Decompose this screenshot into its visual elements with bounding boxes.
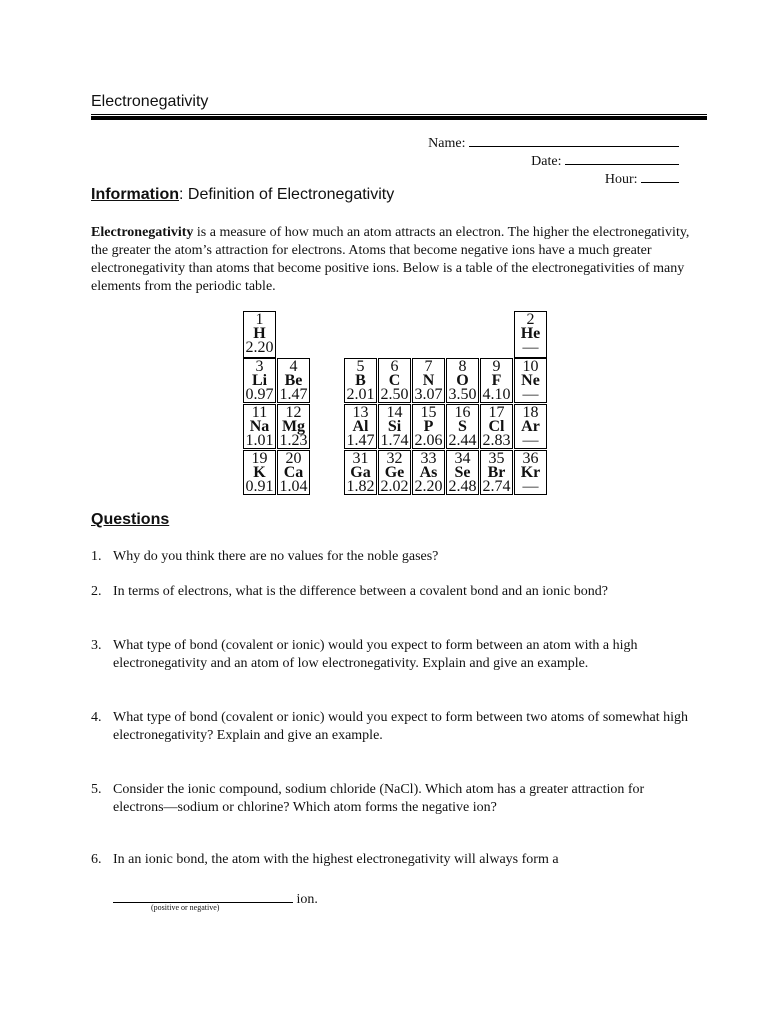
atomic-number: 15 xyxy=(420,404,437,421)
electronegativity-value: 2.20 xyxy=(414,478,443,495)
electronegativity-value: 1.74 xyxy=(380,432,409,449)
electronegativity-value: — xyxy=(522,386,539,403)
atomic-number: 17 xyxy=(488,404,505,421)
element-symbol: Ne xyxy=(521,372,540,389)
element-cell-kr xyxy=(514,450,547,495)
question-text: Why do you think there are no values for the noble gases? xyxy=(113,549,439,564)
element-symbol: H xyxy=(253,325,266,342)
element-cell-mg xyxy=(277,404,310,449)
electronegativity-value: 2.74 xyxy=(482,478,511,495)
atomic-number: 12 xyxy=(285,404,302,421)
atomic-number: 32 xyxy=(386,450,403,467)
name-line xyxy=(428,133,679,152)
atomic-number: 1 xyxy=(255,311,264,328)
answer-blank[interactable] xyxy=(113,888,293,903)
atomic-number: 34 xyxy=(454,450,471,467)
question-number: 2. xyxy=(91,584,102,599)
element-symbol: Ca xyxy=(283,464,304,481)
title-divider-thin xyxy=(91,114,707,115)
element-cell-o xyxy=(446,358,479,403)
electronegativity-value: — xyxy=(522,432,539,449)
atomic-number: 6 xyxy=(390,358,399,375)
date-line xyxy=(531,151,679,170)
element-symbol: O xyxy=(456,372,469,389)
element-symbol: B xyxy=(355,372,366,389)
definition-body: is a measure of how much an atom attracts an electron. The higher the electronegativity, the greater the atom’s attraction for electrons. Atoms that become negative ions have a much greater electronegativity than atoms that become positive ions. Below is a table of the electronegativities of many elements from the periodic table. xyxy=(91,225,690,294)
element-cell-as xyxy=(412,450,445,495)
electronegativity-value: 3.50 xyxy=(448,386,477,403)
electronegativity-value: 1.23 xyxy=(279,432,308,449)
element-cell-f xyxy=(480,358,513,403)
atomic-number: 2 xyxy=(526,311,535,328)
electronegativity-value: 2.02 xyxy=(380,478,409,495)
question-4 xyxy=(91,709,691,745)
element-cell-br xyxy=(480,450,513,495)
atomic-number: 4 xyxy=(289,358,298,375)
element-symbol: C xyxy=(388,372,401,389)
element-cell-ca xyxy=(277,450,310,495)
electronegativity-value: — xyxy=(522,478,539,495)
information-label: Information xyxy=(91,186,179,203)
electronegativity-value: — xyxy=(522,339,539,356)
hour-blank[interactable] xyxy=(641,169,679,183)
definition-paragraph xyxy=(91,224,691,296)
question-number: 1. xyxy=(91,549,102,564)
electronegativity-value: 0.91 xyxy=(245,478,274,495)
question-text: In an ionic bond, the atom with the highest electronegativity will always form a xyxy=(113,852,559,867)
element-cell-ga xyxy=(344,450,377,495)
element-cell-li xyxy=(243,358,276,403)
information-subtitle: : Definition of Electronegativity xyxy=(179,186,395,203)
atomic-number: 31 xyxy=(352,450,369,467)
atomic-number: 11 xyxy=(251,404,268,421)
element-cell-ne xyxy=(514,358,547,403)
atomic-number: 33 xyxy=(420,450,437,467)
element-symbol: Mg xyxy=(281,418,306,435)
element-symbol: Al xyxy=(352,418,369,435)
electronegativity-value: 2.50 xyxy=(380,386,409,403)
question-text: What type of bond (covalent or ionic) would you expect to form between two atoms of somewhat high electronegativity? Explain and give an example. xyxy=(113,710,689,743)
element-symbol: Ar xyxy=(521,418,540,435)
electronegativity-value: 2.48 xyxy=(448,478,477,495)
atomic-number: 16 xyxy=(454,404,471,421)
element-cell-ge xyxy=(378,450,411,495)
answer-suffix: ion. xyxy=(296,892,318,907)
hour-line xyxy=(605,169,679,188)
atomic-number: 5 xyxy=(356,358,365,375)
element-cell-n xyxy=(412,358,445,403)
electronegativity-value: 4.10 xyxy=(482,386,511,403)
electronegativity-value: 1.47 xyxy=(346,432,375,449)
name-label: Name: xyxy=(428,136,466,151)
element-symbol: He xyxy=(520,325,541,342)
atomic-number: 3 xyxy=(255,358,264,375)
atomic-number: 19 xyxy=(251,450,268,467)
question-number: 5. xyxy=(91,782,102,797)
electronegativity-value: 1.47 xyxy=(279,386,308,403)
element-symbol: Se xyxy=(454,464,471,481)
electronegativity-value: 1.01 xyxy=(245,432,274,449)
element-symbol: Br xyxy=(487,464,506,481)
atomic-number: 35 xyxy=(488,450,505,467)
electronegativity-value: 2.83 xyxy=(482,432,511,449)
element-cell-be xyxy=(277,358,310,403)
electronegativity-value: 2.01 xyxy=(346,386,375,403)
question-5 xyxy=(91,781,691,817)
element-symbol: Be xyxy=(284,372,303,389)
element-symbol: N xyxy=(422,372,435,389)
element-symbol: Li xyxy=(251,372,268,389)
atomic-number: 9 xyxy=(492,358,501,375)
question-text: What type of bond (covalent or ionic) would you expect to form between an atom with a high electronegativity and an atom of low electronegativity. Explain and give an example. xyxy=(113,638,638,671)
element-cell-s xyxy=(446,404,479,449)
definition-term: Electronegativity xyxy=(91,225,194,240)
question-1 xyxy=(91,548,691,566)
electronegativity-value: 1.82 xyxy=(346,478,375,495)
question-number: 6. xyxy=(91,852,102,867)
atomic-number: 18 xyxy=(522,404,539,421)
element-cell-se xyxy=(446,450,479,495)
question-text: In terms of electrons, what is the difference between a covalent bond and an ionic bond? xyxy=(113,584,609,599)
electronegativity-value: 1.04 xyxy=(279,478,308,495)
date-blank[interactable] xyxy=(565,151,679,165)
element-symbol: S xyxy=(458,418,467,435)
element-symbol: Cl xyxy=(488,418,505,435)
element-symbol: Ge xyxy=(384,464,405,481)
hour-label: Hour: xyxy=(604,172,638,187)
electronegativity-value: 3.07 xyxy=(414,386,443,403)
atomic-number: 13 xyxy=(352,404,369,421)
element-cell-c xyxy=(378,358,411,403)
element-cell-ar xyxy=(514,404,547,449)
atomic-number: 14 xyxy=(386,404,403,421)
element-cell-p xyxy=(412,404,445,449)
atomic-number: 10 xyxy=(522,358,539,375)
questions-label: Questions xyxy=(91,511,170,528)
element-cell-si xyxy=(378,404,411,449)
answer-hint: (positive or negative) xyxy=(151,903,220,912)
element-symbol: As xyxy=(419,464,438,481)
element-symbol: Ga xyxy=(350,464,371,481)
element-cell-he xyxy=(514,311,547,358)
atomic-number: 20 xyxy=(285,450,302,467)
information-heading xyxy=(91,186,394,204)
element-symbol: Si xyxy=(387,418,402,435)
element-symbol: K xyxy=(253,464,266,481)
element-cell-na xyxy=(243,404,276,449)
question-number: 3. xyxy=(91,638,102,653)
electronegativity-value: 2.44 xyxy=(448,432,477,449)
element-symbol: Na xyxy=(249,418,270,435)
element-symbol: P xyxy=(423,418,434,435)
question-2 xyxy=(91,583,691,601)
question-text: Consider the ionic compound, sodium chloride (NaCl). Which atom has a greater attraction for electrons—sodium or chlorine? Which atom forms the negative ion? xyxy=(113,782,645,815)
element-cell-cl xyxy=(480,404,513,449)
date-label: Date: xyxy=(531,154,562,169)
questions-heading xyxy=(91,511,169,529)
page-title: Electronegativity xyxy=(91,93,209,110)
electronegativity-value: 2.20 xyxy=(245,339,274,356)
electronegativity-value: 0.97 xyxy=(245,386,274,403)
title-divider-thick xyxy=(91,116,707,120)
element-cell-k xyxy=(243,450,276,495)
element-cell-b xyxy=(344,358,377,403)
element-symbol: Kr xyxy=(520,464,541,481)
electronegativity-value: 2.06 xyxy=(414,432,443,449)
question-6 xyxy=(91,851,691,869)
question-3 xyxy=(91,637,691,673)
element-symbol: F xyxy=(491,372,502,389)
name-blank[interactable] xyxy=(469,133,679,147)
atomic-number: 36 xyxy=(522,450,539,467)
atomic-number: 7 xyxy=(424,358,433,375)
element-cell-al xyxy=(344,404,377,449)
question-number: 4. xyxy=(91,710,102,725)
atomic-number: 8 xyxy=(458,358,467,375)
element-cell-h xyxy=(243,311,276,358)
